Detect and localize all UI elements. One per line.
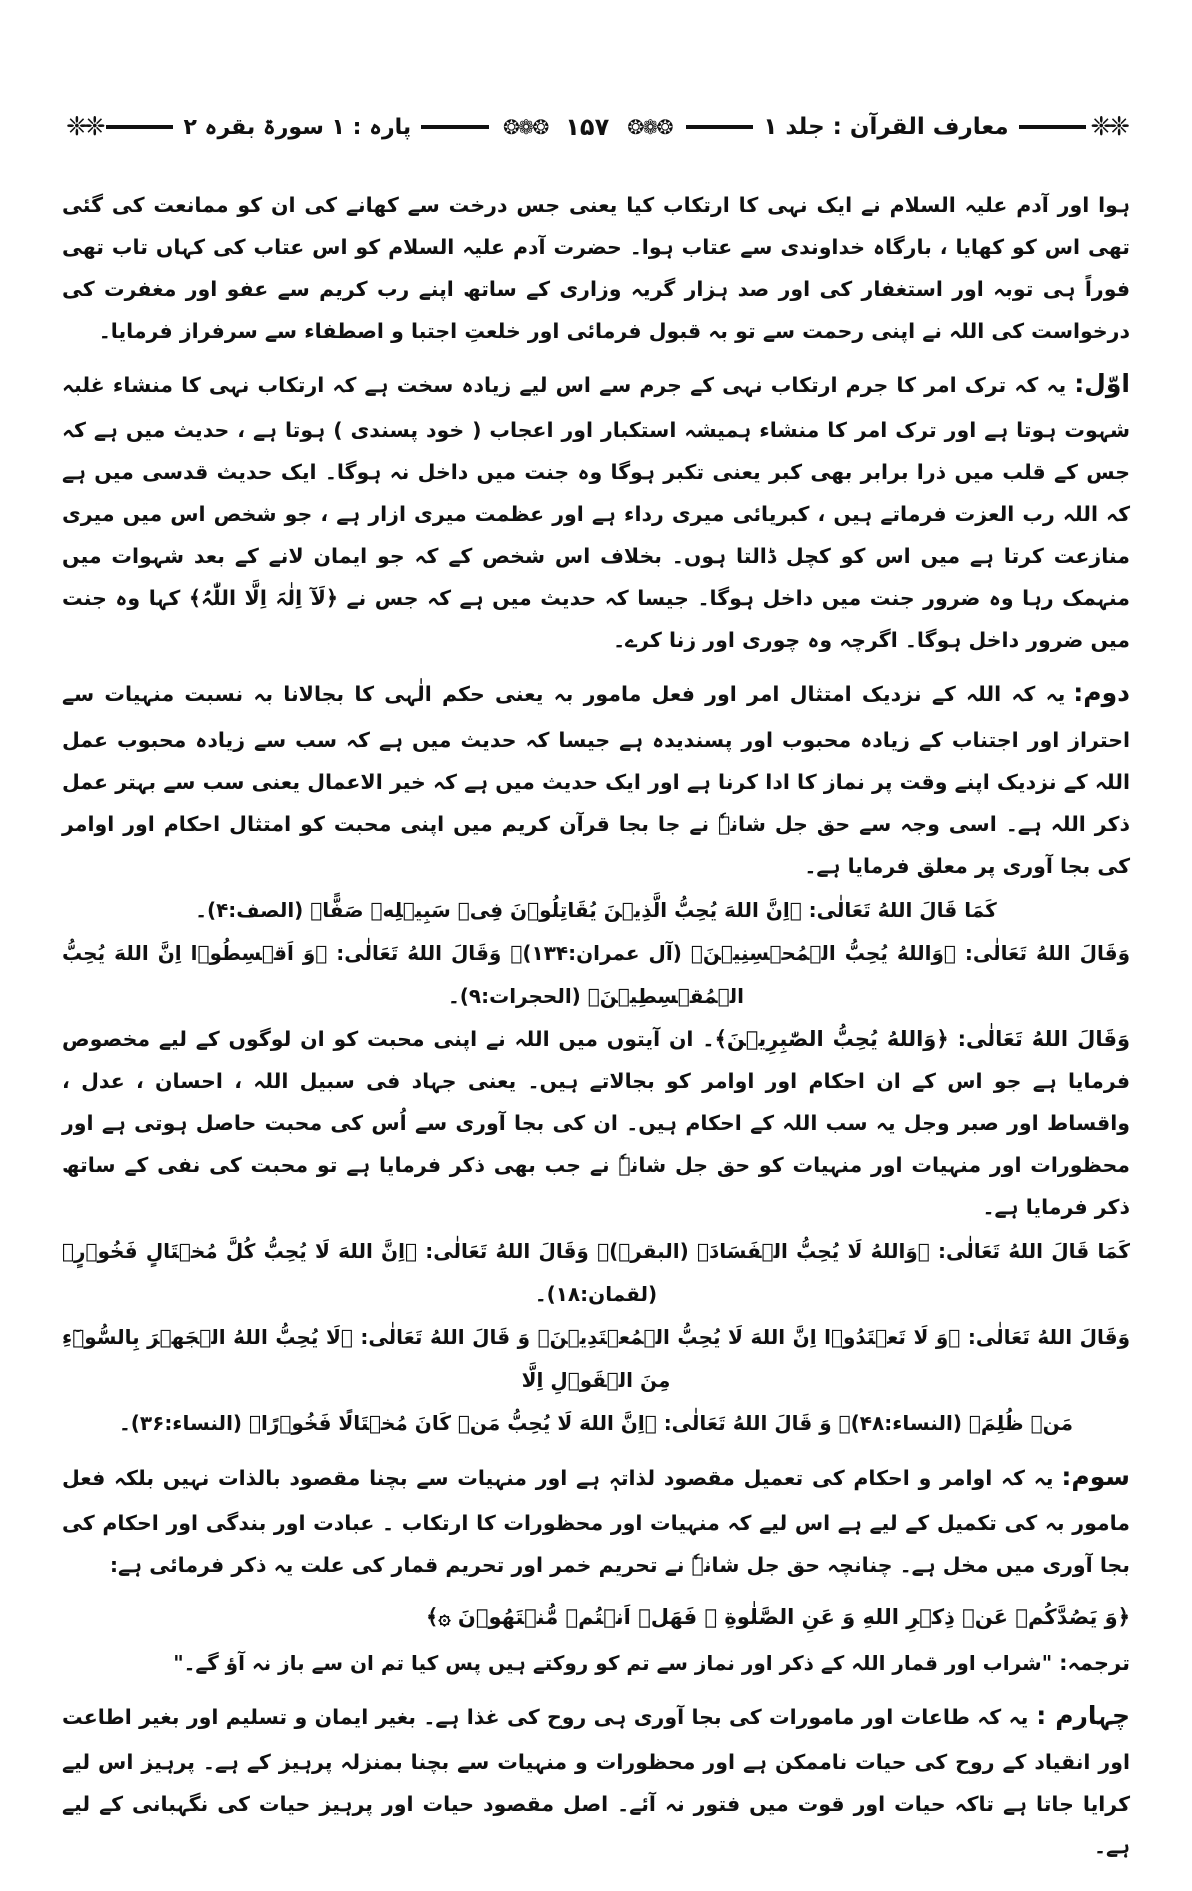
ornament-left-icon: ❂❁❂ — [627, 115, 672, 139]
header-surah-info: پارہ : ۱ سورۃ بقرہ ۲ — [173, 115, 421, 140]
header-center-ornament — [489, 113, 686, 141]
section-label-doum: دوم: — [1073, 678, 1130, 708]
arabic-quote-1c: وَقَالَ اللهُ تَعَالٰی: ﴿وَاللهُ یُحِبُّ الصّٰبِرِیۡنَ﴾۔ — [702, 1026, 1131, 1051]
arabic-quote-1c-with-text — [62, 1018, 1130, 1228]
arabic-quote-2b: وَقَالَ اللهُ تَعَالٰی: ﴿وَ لَا تَعۡتَدُوۡا اِنَّ اللهَ لَا یُحِبُّ الۡمُعۡتَدِیۡنَ﴾ وَ قَالَ اللهُ تَعَالٰی: ﴿لَا یُحِبُّ اللهُ الۡجَهۡرَ بِالسُّوۡٓءِ مِنَ الۡقَوۡلِ اِلَّا — [62, 1324, 1130, 1392]
ornament-right-icon: ❂❁❂ — [503, 115, 548, 139]
arabic-quote-2a: کَمَا قَالَ اللهُ تَعَالٰی: ﴿وَاللهُ لَا یُحِبُّ الۡفَسَادَ﴾ (البقرہ)۔ وَقَالَ اللهُ تَعَالٰی: ﴿اِنَّ اللهَ لَا یُحِبُّ کُلَّ مُخۡتَالٍ فَخُوۡرٍ﴾ (لقمان:۱۸)۔ — [62, 1238, 1130, 1306]
section-label-soum: سوم: — [1061, 1461, 1130, 1491]
section-label-chaharum: چہارم : — [1036, 1701, 1130, 1731]
arabic-quote-1b: وَقَالَ اللهُ تَعَالٰی: ﴿وَاللهُ یُحِبُّ الۡمُحۡسِنِیۡنَ﴾ (آل عمران:۱۳۴)۔ وَقَالَ اللهُ تَعَالٰی: ﴿وَ اَقۡسِطُوۡا اِنَّ اللهَ یُحِبُّ الۡمُقۡسِطِیۡنَ﴾ (الحجرات:۹)۔ — [62, 940, 1130, 1008]
section-text-soum: یہ کہ اوامر و احکام کی تعمیل مقصود لذاتہٖ ہے اور منہیات سے بچنا مقصود بالذات نہیں بلکہ فعل مامور بہ کی تکمیل کے لیے ہے اس لیے کہ منہیات اور محظورات کا ارتکاب ۔ عبادت اور بندگی اور احکام کی بجا آوری میں مخل ہے۔ چنانچہ حق جل شانہٗ نے تحریم خمر اور تحریم قمار کی علت یہ ذکر فرمائی ہے: — [62, 1465, 1130, 1578]
paragraph-mid: ان آیتوں میں اللہ نے اپنی محبت کو ان لوگوں کے لیے مخصوص فرمایا ہے جو اس کے ان احکام اور اوامر کو بجالاتے ہیں۔ یعنی جہاد فی سبیل اللہ ، احسان ، عدل ، واقساط اور صبر وجل یہ سب اللہ کے احکام ہیں۔ ان کی بجا آوری سے اُس کی محبت حاصل ہوتی ہے اور محظورات اور منہیات اور منہیات کو حق جل شانہٗ نے جب بھی ذکر فرمایا ہے تو محبت کی نفی کے ساتھ ذکر فرمایا ہے۔ — [62, 1026, 1130, 1219]
section-text-awwal: یہ کہ ترک امر کا جرم ارتکاب نہی کے جرم سے اس لیے زیادہ سخت ہے کہ ارتکاب نہی کا منشاء غلبہ شہوت ہوتا ہے اور ترک امر کا منشاء ہمیشہ استکبار اور اعجاب ( خود پسندی ) ہوتا ہے ، حدیث میں ہے کہ جس کے قلب میں ذرا برابر بھی کبر یعنی تکبر ہوگا وہ جنت میں داخل نہ ہوگا۔ ایک حدیث قدسی میں ہے کہ اللہ رب العزت فرماتے ہیں ، کبریائی میری رداء ہے اور عظمت میری ازار ہے ، جو شخص اس میں میری منازعت کرتا ہے میں اس کو کچل ڈالتا ہوں۔ بخلاف اس شخص کے کہ جو ایمان لانے کے بعد شہوات میں منہمک رہا وہ ضرور جنت میں داخل ہوگا۔ جیسا کہ حدیث میں ہے کہ جس نے ﴿لَآ اِلٰہَ اِلَّا اللّٰہُ﴾ کہا وہ جنت میں ضرور داخل ہوگا۔ اگرچہ وہ چوری اور زنا کرے۔ — [62, 373, 1130, 653]
page-body — [62, 184, 1130, 1867]
translation-text: "شراب اور قمار اللہ کے ذکر اور نماز سے تم کو روکتے ہیں پس کیا تم ان سے باز نہ آؤ گے۔" — [173, 1651, 1053, 1676]
arabic-quote-2c: مَنۡ ظُلِمَ﴾ (النساء:۴۸)۔ وَ قَالَ اللهُ تَعَالٰی: ﴿اِنَّ اللهَ لَا یُحِبُّ مَنۡ کَانَ مُخۡتَالًا فَخُوۡرًا﴾ (النساء:۳۶)۔ — [119, 1410, 1073, 1435]
page-number: ۱۵۷ — [565, 113, 610, 141]
arabic-quote-1a: کَمَا قَالَ اللهُ تَعَالٰی: ﴿اِنَّ اللهَ یُحِبُّ الَّذِیۡنَ یُقَاتِلُوۡنَ فِیۡ سَبِیۡلِهٖ صَفًّا﴾ (الصف:۴)۔ — [195, 897, 997, 922]
section-doum — [62, 667, 1130, 886]
section-text-chaharum: یہ کہ طاعات اور مامورات کی بجا آوری ہی روح کی غذا ہے۔ بغیر ایمان و تسلیم اور بغیر اطاعت اور انقیاد کے روح کی حیات ناممکن ہے اور محظورات و منہیات سے بچنا بمنزلہ پرہیز کے ہے۔ پرہیز اس لیے کرایا جاتا ہے تاکہ حیات اور قوت میں فتور نہ آئے۔ اصل مقصود حیات اور پرہیز حیات کی نگہبانی کے لیے ہے۔ — [62, 1705, 1130, 1859]
section-awwal — [62, 358, 1130, 661]
verse-translation — [62, 1642, 1130, 1684]
header-ornament-left: ❈❈ — [62, 112, 106, 142]
header-ornament-right: ❈❈ — [1086, 112, 1130, 142]
translation-label: ترجمہ: — [1059, 1651, 1130, 1676]
section-label-awwal: اوّل: — [1074, 369, 1130, 399]
quran-verse: ﴿وَ یَصُدَّکُمۡ عَنۡ ذِکۡرِ اللهِ وَ عَنِ الصَّلٰوةِ ۚ فَهَلۡ اَنۡتُمۡ مُّنۡتَهُوۡنَ ۞﴾ — [426, 1605, 1130, 1630]
paragraph-intro: ہوا اور آدم علیہ السلام نے ایک نہی کا ارتکاب کیا یعنی جس درخت سے کھانے کی ان کو ممانعت کی گئی تھی اس کو کھایا ، بارگاہ خداوندی سے عتاب ہوا۔ حضرت آدم علیہ السلام کو اس عتاب کی کہاں تاب تھی فوراً ہی توبہ اور استغفار کی اور صد ہزار گریہ وزاری کے ساتھ اپنے رب کریم سے عفو اور مغفرت کی درخواست کی اللہ نے اپنی رحمت سے تو بہ قبول فرمائی اور خلعتِ اجتبا و اصطفاء سے سرفراز فرمایا۔ — [62, 193, 1130, 344]
header-book-title: معارف القرآن : جلد ۱ — [753, 114, 1018, 140]
page-header — [62, 96, 1130, 158]
section-soum — [62, 1451, 1130, 1586]
section-chaharum — [62, 1690, 1130, 1867]
section-text-doum: یہ کہ اللہ کے نزدیک امتثال امر اور فعل مامور بہ یعنی حکم الٰہی کا بجالانا بہ نسبت منہیات سے احتراز اور اجتناب کے زیادہ محبوب اور پسندیدہ ہے جیسا کہ حدیث میں ہے کہ سب سے زیادہ محبوب عمل اللہ کے نزدیک اپنے وقت پر نماز کا ادا کرنا ہے اور ایک حدیث میں ہے کہ خیر الاعمال یعنی سب سے بہتر عمل ذکر اللہ ہے۔ اسی وجہ سے حق جل شانہٗ نے جا بجا قرآن کریم میں اپنی محبت کو امتثال احکام اور اوامر کی بجا آوری پر معلق فرمایا ہے۔ — [62, 682, 1130, 878]
